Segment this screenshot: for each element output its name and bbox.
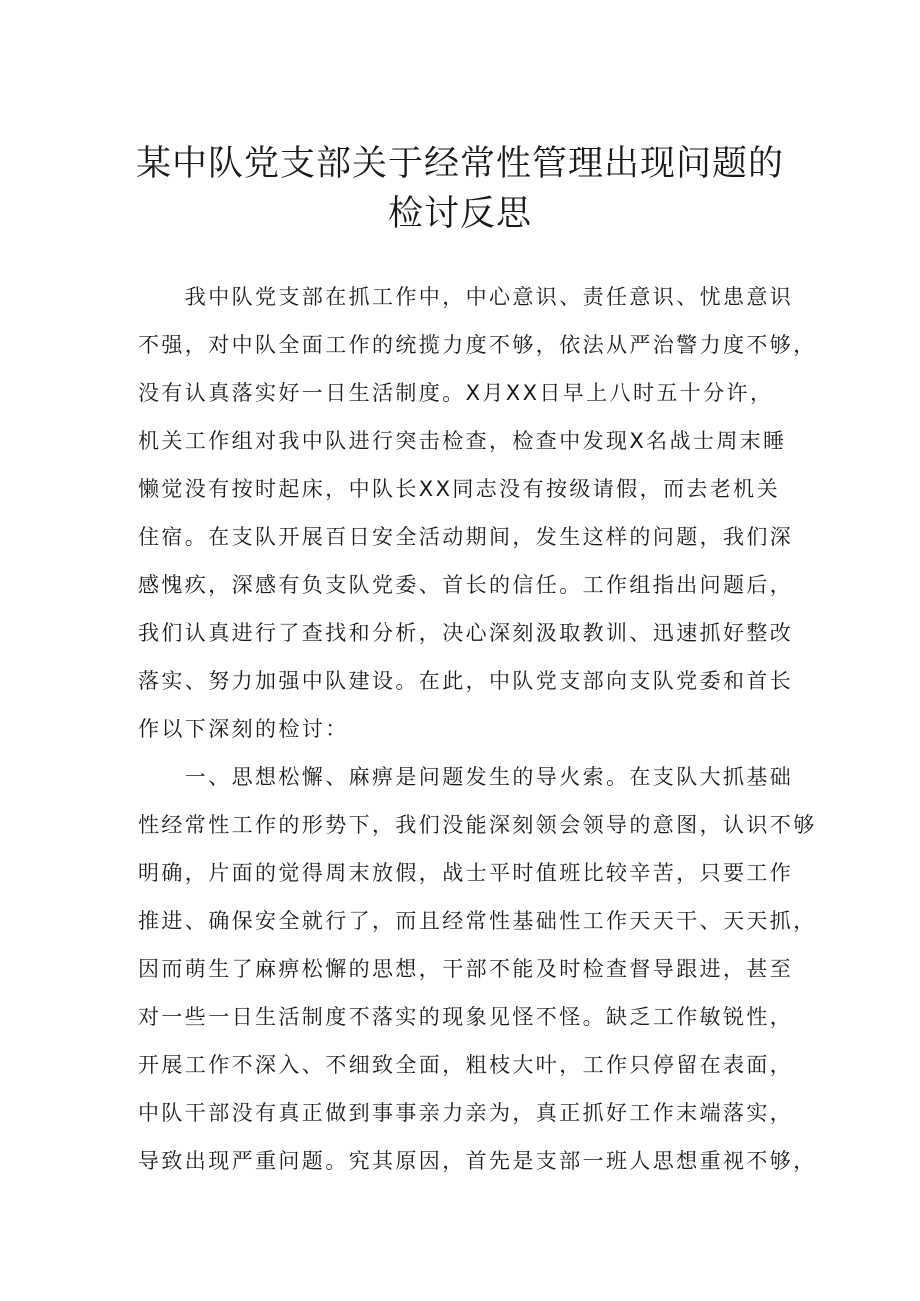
paragraph-line: 推进、确保安全就行了，而且经常性基础性工作天天干、天天抓， (138, 909, 817, 933)
paragraph-line: 对一些一日生活制度不落实的现象见怪不怪。缺乏工作敏锐性， (138, 1005, 794, 1029)
paragraph-line: 住宿。在支队开展百日安全活动期间，发生这样的问题，我们深 (138, 525, 794, 549)
paragraph-line: 我们认真进行了查找和分析，决心深刻汲取教训、迅速抓好整改 (138, 621, 794, 645)
paragraph-line: 开展工作不深入、不细致全面，粗枝大叶，工作只停留在表面， (138, 1053, 794, 1077)
paragraph-line: 性经常性工作的形势下，我们没能深刻领会领导的意图，认识不够 (138, 813, 817, 837)
paragraph-line: 不强，对中队全面工作的统揽力度不够，依法从严治警力度不够， (138, 333, 817, 357)
document-title-line-2: 检讨反思 (387, 194, 532, 234)
paragraph-1 (138, 273, 817, 753)
paragraph-line: 机关工作组对我中队进行突击检查，检查中发现X名战士周末睡 (138, 429, 787, 453)
document-title-line-1: 某中队党支部关于经常性管理出现问题的 (135, 144, 784, 184)
paragraph-line: 没有认真落实好一日生活制度。X月XX日早上八时五十分许， (138, 381, 774, 405)
paragraph-line: 落实、努力加强中队建设。在此，中队党支部向支队党委和首长 (138, 669, 794, 693)
paragraph-line: 明确，片面的觉得周末放假，战士平时值班比较辛苦，只要工作 (138, 861, 794, 885)
paragraph-2 (138, 753, 817, 1185)
paragraph-line: 懒觉没有按时起床，中队长XX同志没有按级请假，而去老机关 (138, 477, 780, 501)
paragraph-line: 导致出现严重问题。究其原因，首先是支部一班人思想重视不够， (138, 1149, 817, 1173)
paragraph-line: 我中队党支部在抓工作中，中心意识、责任意识、忧患意识 (138, 285, 794, 309)
paragraph-line: 感愧疚，深感有负支队党委、首长的信任。工作组指出问题后， (138, 573, 794, 597)
paragraph-line: 作以下深刻的检讨： (138, 717, 349, 741)
paragraph-line: 中队干部没有真正做到事事亲力亲为，真正抓好工作末端落实， (138, 1101, 794, 1125)
paragraph-line: 因而萌生了麻痹松懈的思想，干部不能及时检查督导跟进，甚至 (138, 957, 794, 981)
paragraph-line: 一、思想松懈、麻痹是问题发生的导火索。在支队大抓基础 (138, 765, 794, 789)
